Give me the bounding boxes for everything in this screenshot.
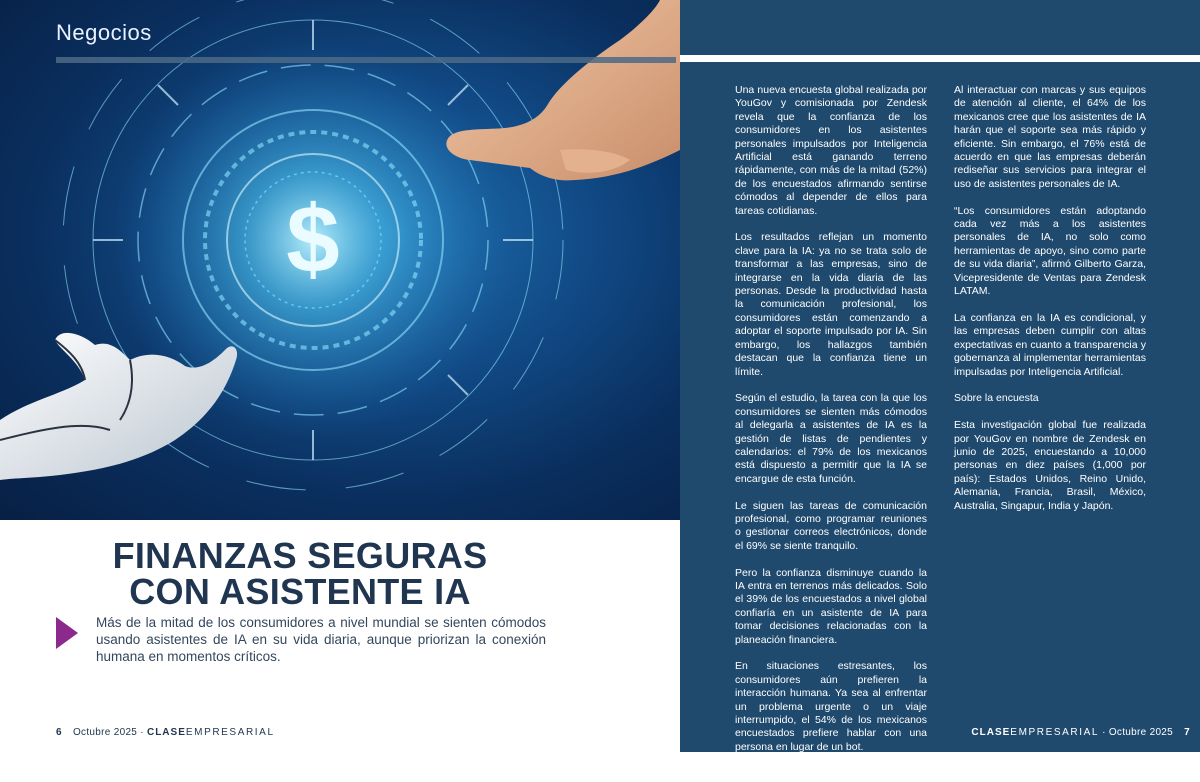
page-number: 7 (1184, 727, 1190, 738)
hero-image (0, 0, 680, 520)
paragraph: La confianza en la IA es condicional, y las empresas deben cumplir con altas expectativas en cuanto a transparencia y gobernanza al implementar herramientas impulsadas por Inteligencia Artificial. (954, 311, 1146, 378)
folio-right (971, 727, 1190, 738)
folio-left (56, 727, 275, 738)
brand-bold: CLASE (971, 727, 1011, 738)
article-headline (80, 535, 520, 612)
header-rule (680, 55, 1200, 62)
paragraph: En situaciones estresantes, los consumidores aún prefieren la interacción humana. Ya sea al enfrentar un problema urgente o un viaje interrumpido, el 54% de los mexicanos encuestados prefiere hablar con una persona en lugar de un bot. (735, 660, 927, 753)
folio-date: Octubre 2025 · (72, 727, 144, 738)
paragraph: Una nueva encuesta global realizada por YouGov y comisionada por Zendesk revela que la confianza de los consumidores en los asistentes personales impulsados por Inteligencia Artificial está ganando terreno rápidamente, con más de la mitad (52%) de los encuestados afirmando sentirse cómodos al depender de ellos para tareas cotidianas. (735, 84, 927, 217)
brand-regular: EMPRESARIAL (1010, 727, 1100, 738)
page-number: 6 (56, 727, 62, 738)
article-lede: Más de la mitad de los consumidores a nivel mundial se sienten cómodos usando asistentes de IA en su vida diaria, aunque priorizan la conexión humana en momentos críticos. (96, 615, 546, 664)
headline-line-2: CON ASISTENTE IA (129, 571, 471, 612)
robot-and-human-hand-dollar-icon (0, 0, 680, 520)
right-page (680, 0, 1200, 752)
paragraph: Los resultados reflejan un momento clave para la IA: ya no se trata solo de transformar a las empresas, sino de integrarse en la vida diaria de las personas. Desde la productividad hasta la comunicación profesional, los consumidores están comenzando a adoptar el soporte impulsado por IA. Sin embargo, los hallazgos también destacan que la confianza tiene un límite. (735, 231, 927, 378)
brand-regular: EMPRESARIAL (185, 727, 275, 738)
paragraph: Al interactuar con marcas y sus equipos de atención al cliente, el 64% de los mexicanos cree que los asistentes de IA harán que el soporte sea más rápido y eficiente. Sin embargo, el 76% está de acuerdo en que las empresas deberán rediseñar sus servicios para integrar el uso de asistentes personales de IA. (954, 84, 1146, 190)
paragraph: Pero la confianza disminuye cuando la IA entra en terrenos más delicados. Solo el 39% de los encuestados a nivel global confiaría en un asistente de IA para tomar decisiones relacionadas con la planeación financiera. (735, 566, 927, 646)
brand-bold: CLASE (146, 727, 186, 738)
paragraph: “Los consumidores están adoptando cada vez más a los asistentes personales de IA, no solo como herramientas de apoyo, sino como parte de su vida diaria”, afirmó Gilberto Garza, Vicepresidente de Ventas para Zendesk LATAM. (954, 204, 1146, 298)
svg-text:$: $ (286, 186, 340, 293)
paragraph: Según el estudio, la tarea con la que los consumidores se sienten más cómodos al delegarla a asistentes de IA es la gestión de listas de pendientes y calendarios: el 79% de los mexicanos está dispuesto a permitir que la IA se encargue de esta función. (735, 392, 927, 485)
section-rule (56, 57, 676, 63)
text-column-2 (954, 84, 1146, 526)
text-column-1 (735, 84, 927, 768)
paragraph: Le siguen las tareas de comunicación profesional, como programar reuniones o gestionar correos electrónicos, donde el 69% se siente tranquilo. (735, 499, 927, 552)
folio-date: · Octubre 2025 (1102, 727, 1174, 738)
section-label: Negocios (56, 20, 152, 45)
headline-line-1: FINANZAS SEGURAS (112, 535, 488, 576)
subheading: Sobre la encuesta (954, 392, 1039, 405)
triangle-marker-icon (56, 617, 78, 649)
paragraph: Esta investigación global fue realizada por YouGov en nombre de Zendesk en junio de 2025, encuestando a 10,000 personas en diez países (1,000 por país): Estados Unidos, Reino Unido, Alemania, Francia, Brasil, México, Australia, Singapur, India y Japón. (954, 419, 1146, 512)
